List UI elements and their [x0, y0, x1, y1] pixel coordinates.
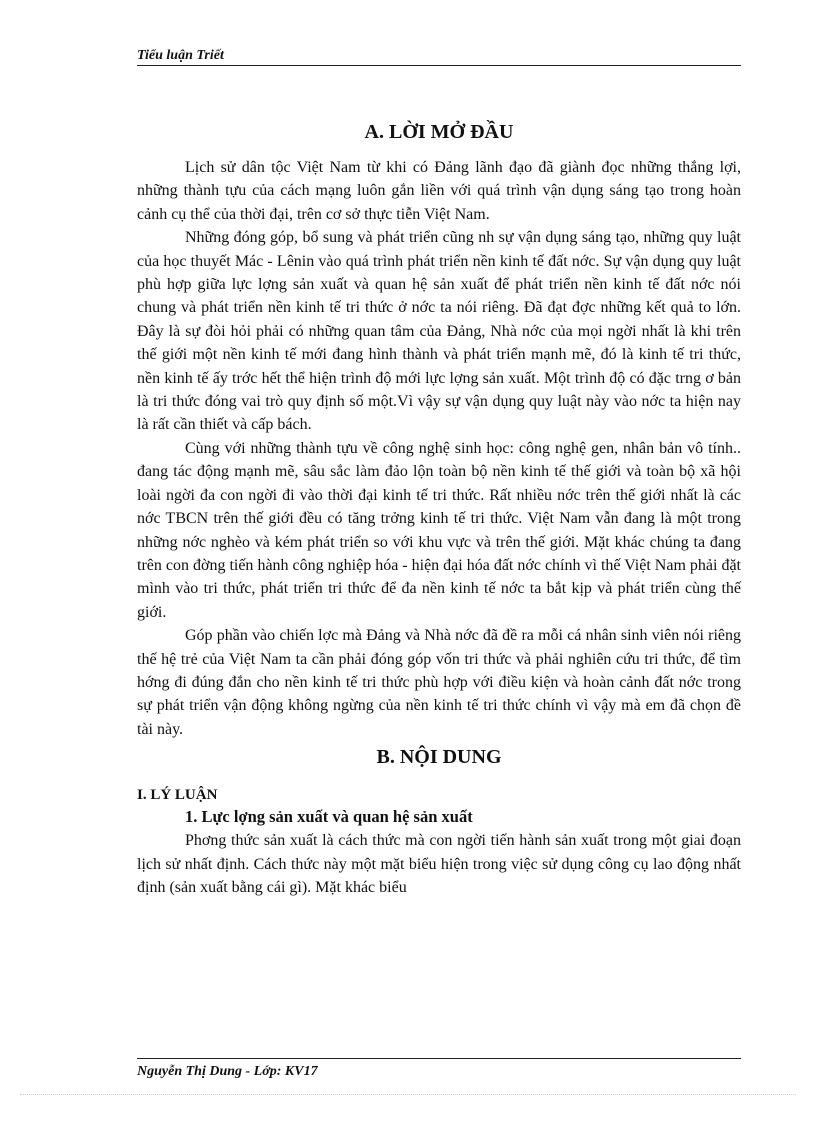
paragraph: Góp phần vào chiến lợc mà Đảng và Nhà nớc đã đề ra mỗi cá nhân sinh viên nói riêng thế hệ trẻ của Việt Nam ta cần phải đóng góp vốn tri thức và phải nghiên cứu tri thức, để tìm hớng đi đúng đắn cho nền kinh tế tri thức phù hợp với điều kiện và hoàn cảnh đất nớc trong sự phát triển vận động không ngừng của nền kinh tế tri thức chính vì vậy mà em đã chọn đề tài này. — [137, 627, 741, 738]
paragraph: Những đóng góp, bổ sung và phát triển cũng nh sự vận dụng sáng tạo, những quy luật của học thuyết Mác - Lênin vào quá trình phát triển nền kinh tế đất nớc. Sự vận dụng quy luật phù hợp giữa lực lợng sản xuất và quan hệ sản xuất để phát triển nền kinh tế đất nớc nói chung và phát triển nền kinh tế tri thức ở nớc ta nói riêng. Đã đạt đợc những kết quả to lớn. Đây là sự đòi hỏi phải có những quan tâm của Đảng, Nhà nớc của mọi ngời nhất là khi trên thế giới một nền kinh tế mới đang hình thành và phát triển mạnh mẽ, đó là kinh tế tri thức, nền kinh tế ấy trớc hết thể hiện trình độ mới lực lợng sản xuất. Một trình độ có đặc trng ơ bản là tri thức đóng vai trò quy định số một.Vì vậy sự vận dụng quy luật này vào nớc ta hiện nay là rất cần thiết và cấp bách. — [137, 229, 741, 434]
section-b-title: B. NỘI DUNG — [376, 746, 502, 769]
paragraph: Lịch sử dân tộc Việt Nam từ khi có Đảng lãnh đạo đã giành đọc những thắng lợi, những thành tựu của cách mạng luôn gắn liền với quá trình vận dụng sáng tạo trong hoàn cảnh cụ thể của thời đại, trên cơ sở thực tiễn Việt Nam. — [137, 159, 741, 223]
paragraph: Phơng thức sản xuất là cách thức mà con ngời tiến hành sản xuất trong một giai đoạn lịch sử nhất định. Cách thức này một mặt biểu hiện trong việc sử dụng công cụ lao động nhất định (sản xuất bằng cái gì). Mặt khác biểu — [137, 832, 741, 896]
section-a-title: A. LỜI MỞ ĐẦU — [364, 121, 514, 143]
document-body — [137, 118, 741, 899]
page-break-divider — [20, 1094, 796, 1095]
part-heading: I. LÝ LUẬN — [137, 787, 218, 804]
paragraph: Cùng với những thành tựu về công nghệ sinh học: công nghệ gen, nhân bản vô tính.. đang tác động mạnh mẽ, sâu sắc làm đảo lộn toàn bộ nền kinh tế thế giới và toàn bộ xã hội loài ngời đa con ngời đi vào thời đại kinh tế tri thức. Rất nhiều nớc trên thế giới nhất là các nớc TBCN trên thế giới đều có tăng trởng kinh tế tri thức. Việt Nam vẫn đang là một trong những nớc nghèo và kém phát triển so với khu vực và trên thế giới. Mặt khác chúng ta đang trên con đờng tiến hành công nghiệp hóa - hiện đại hóa đất nớc chính vì thế Việt Nam phải đặt mình vào tri thức, phát triển tri thức để đa nền kinh tế nớc ta bắt kịp và phát triển cùng thế giới. — [137, 439, 741, 621]
sub-heading: 1. Lực lợng sản xuất và quan hệ sản xuất — [185, 807, 473, 827]
header-rule — [137, 65, 741, 66]
page-header: Tiểu luận Triết — [137, 48, 224, 63]
page-footer: Nguyễn Thị Dung - Lớp: KV17 — [137, 1064, 318, 1078]
footer-rule — [137, 1058, 741, 1059]
